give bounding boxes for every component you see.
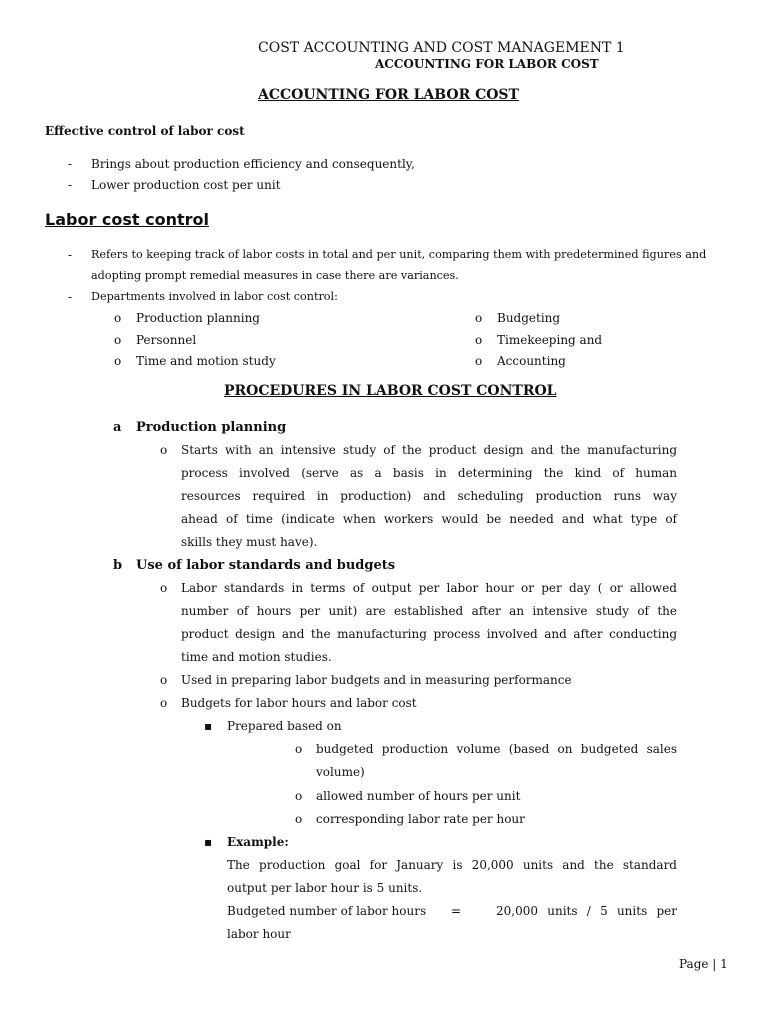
paragraph-line: Labor standards in terms of output per labor hour or per day ( or allowed <box>181 581 677 595</box>
dash-marker: - <box>68 248 73 262</box>
departments-intro: Departments involved in labor cost control: <box>91 290 338 303</box>
paragraph-line: time and motion studies. <box>181 650 332 664</box>
calc-label: Budgeted number of labor hours <box>227 904 427 918</box>
department-item: Timekeeping and <box>497 333 603 347</box>
dash-marker: - <box>68 157 73 171</box>
section-title-labor-standards: Use of labor standards and budgets <box>136 558 396 573</box>
circle-marker: o <box>295 812 303 826</box>
paragraph-line: skills they must have). <box>181 535 318 549</box>
paragraph-line: product design and the manufacturing process involved and after conducting <box>181 627 677 641</box>
effective-control-bullet: Brings about production efficiency and consequently, <box>91 157 415 171</box>
calc-value: 20,000 units / 5 units per <box>496 904 677 918</box>
basis-item: corresponding labor rate per hour <box>316 812 525 826</box>
circle-marker: o <box>160 696 168 710</box>
circle-marker: o <box>114 354 122 368</box>
page-number: Page | 1 <box>679 957 728 971</box>
circle-marker: o <box>295 789 303 803</box>
refers-line: Refers to keeping track of labor costs in total and per unit, comparing them with predetermined figures and <box>91 248 707 261</box>
circle-marker: o <box>160 443 168 457</box>
square-marker: ▪ <box>204 719 213 733</box>
square-marker: ▪ <box>204 835 213 849</box>
example-label: Example: <box>227 835 289 849</box>
effective-control-bullet: Lower production cost per unit <box>91 178 281 192</box>
header-chapter-title: ACCOUNTING FOR LABOR COST <box>375 57 599 71</box>
circle-marker: o <box>114 311 122 325</box>
department-item: Time and motion study <box>136 354 276 368</box>
circle-marker: o <box>114 333 122 347</box>
budgets-for-line: Budgets for labor hours and labor cost <box>181 696 417 710</box>
circle-marker: o <box>160 581 168 595</box>
example-line: The production goal for January is 20,000 units and the standard <box>227 858 677 872</box>
paragraph-line: number of hours per unit) are established after an intensive study of the <box>181 604 677 618</box>
basis-item: budgeted production volume (based on budgeted sales <box>316 742 677 756</box>
effective-control-heading: Effective control of labor cost <box>45 124 245 138</box>
procedures-heading: PROCEDURES IN LABOR COST CONTROL <box>224 383 557 399</box>
department-item: Production planning <box>136 311 260 325</box>
circle-marker: o <box>295 742 303 756</box>
dash-marker: - <box>68 290 73 304</box>
refers-line: adopting prompt remedial measures in case there are variances. <box>91 269 459 282</box>
calc-equals: = <box>451 904 462 918</box>
labor-cost-control-heading: Labor cost control <box>45 210 209 229</box>
section-title-production-planning: Production planning <box>136 420 287 435</box>
circle-marker: o <box>475 333 483 347</box>
calc-cont: labor hour <box>227 927 291 941</box>
department-item: Accounting <box>497 354 566 368</box>
paragraph-line: process involved (serve as a basis in determining the kind of human <box>181 466 677 480</box>
section-letter: b <box>113 558 123 573</box>
page-title: ACCOUNTING FOR LABOR COST <box>258 87 519 103</box>
prepared-based-on: Prepared based on <box>227 719 342 733</box>
header-course-title: COST ACCOUNTING AND COST MANAGEMENT 1 <box>258 40 625 56</box>
paragraph-line: Starts with an intensive study of the product design and the manufacturing <box>181 443 677 457</box>
paragraph-line: ahead of time (indicate when workers would be needed and what type of <box>181 512 677 526</box>
circle-marker: o <box>160 673 168 687</box>
section-letter: a <box>113 420 122 435</box>
basis-item-cont: volume) <box>316 765 365 779</box>
circle-marker: o <box>475 354 483 368</box>
example-line: output per labor hour is 5 units. <box>227 881 423 895</box>
paragraph-line: resources required in production) and scheduling production runs way <box>181 489 677 503</box>
department-item: Budgeting <box>497 311 561 325</box>
dash-marker: - <box>68 178 73 192</box>
used-in-line: Used in preparing labor budgets and in measuring performance <box>181 673 572 687</box>
basis-item: allowed number of hours per unit <box>316 789 521 803</box>
circle-marker: o <box>475 311 483 325</box>
department-item: Personnel <box>136 333 197 347</box>
